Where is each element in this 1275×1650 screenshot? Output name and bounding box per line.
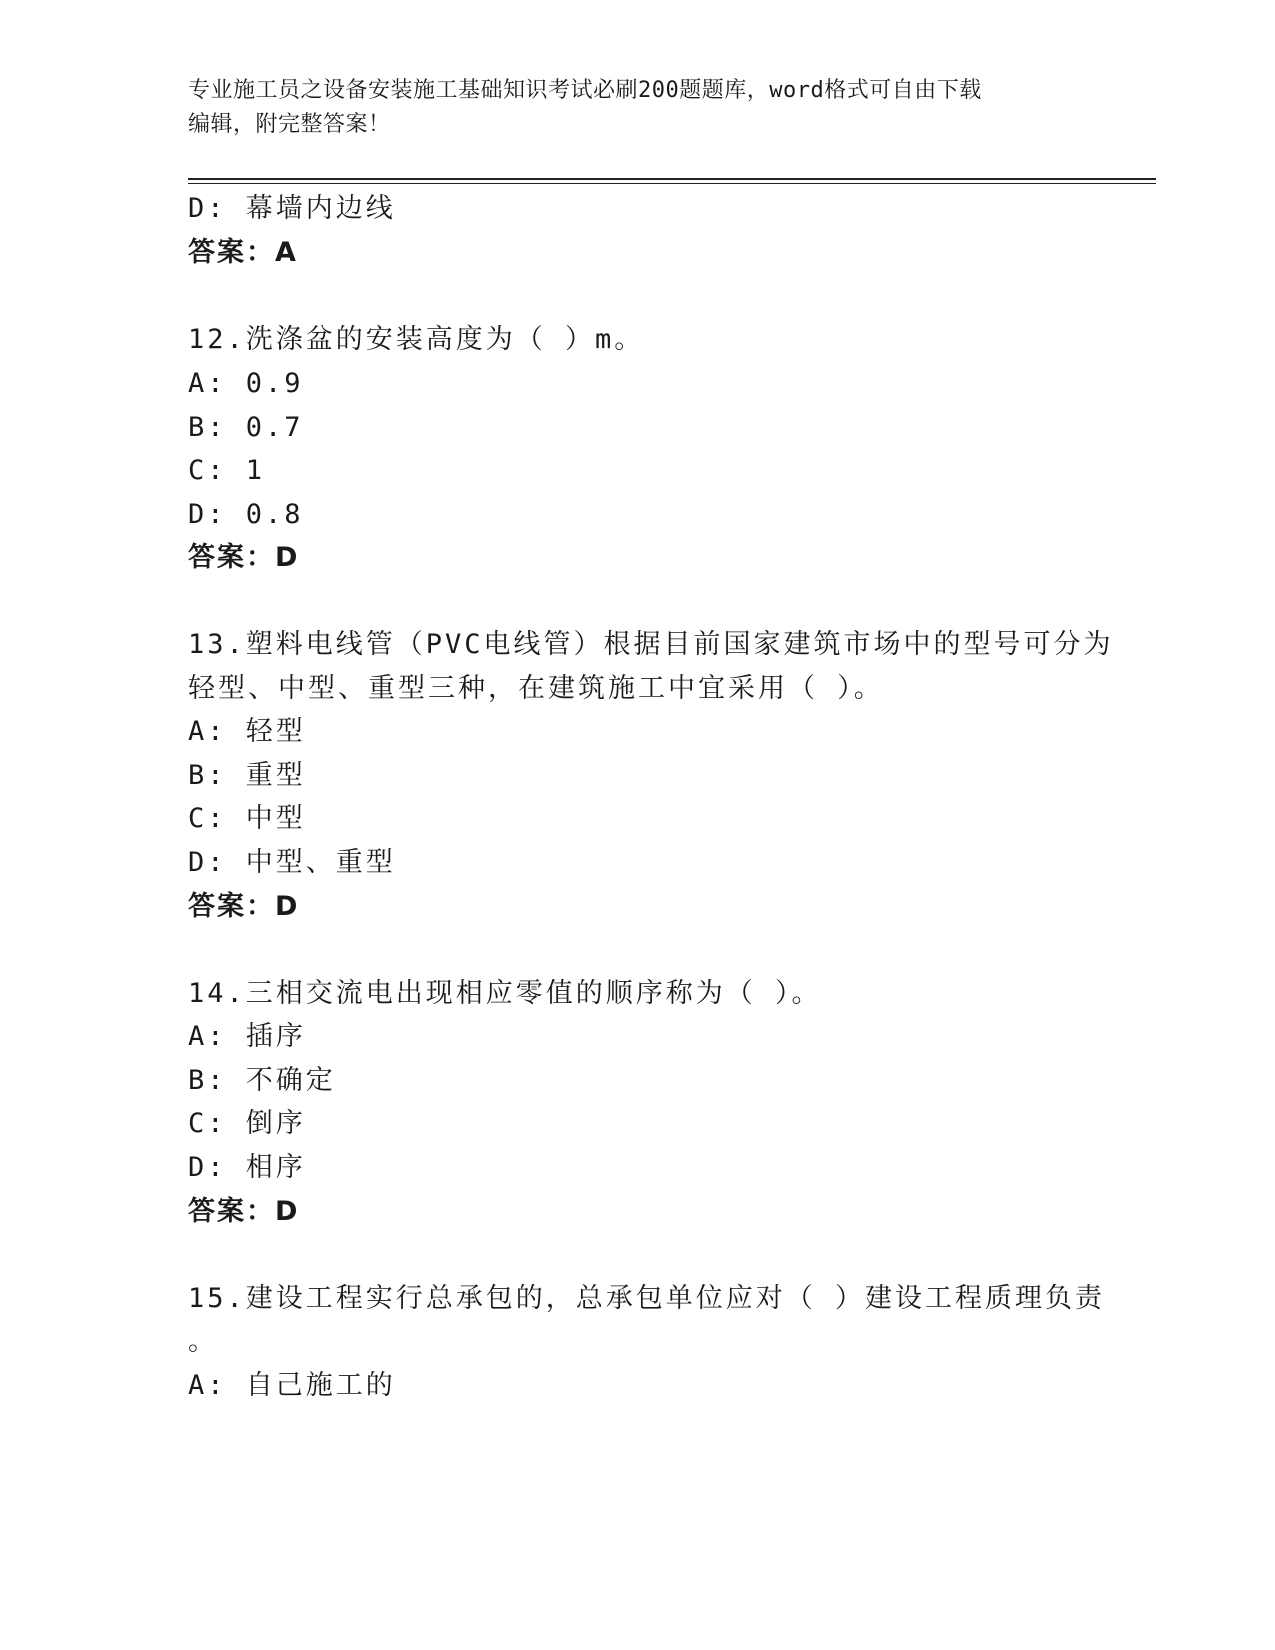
- q12-stem: 12.洗涤盆的安装高度为（ ）m。: [188, 324, 645, 355]
- q12-answer: 答案：D: [188, 542, 300, 573]
- header-rule-thick: [188, 178, 1156, 180]
- q11-answer: 答案：A: [188, 237, 298, 268]
- q14-option-b: B: 不确定: [188, 1065, 336, 1096]
- q14-option-d: D: 相序: [188, 1152, 306, 1183]
- q13-answer: 答案：D: [188, 891, 300, 922]
- q14-option-c: C: 倒序: [188, 1108, 306, 1139]
- q11-option-d: D: 幕墙内边线: [188, 193, 396, 224]
- q15-option-a: A: 自己施工的: [188, 1370, 396, 1401]
- q12-option-a: A: 0.9: [188, 368, 304, 399]
- q13-stem-line-1: 13.塑料电线管（PVC电线管）根据目前国家建筑市场中的型号可分为: [188, 629, 1114, 660]
- header-title-line-2: 编辑，附完整答案！: [188, 112, 391, 137]
- q13-stem-line-2: 轻型、中型、重型三种，在建筑施工中宜采用（ ）。: [188, 673, 884, 704]
- q12-option-c: C: 1: [188, 455, 266, 486]
- q13-option-c: C: 中型: [188, 803, 306, 834]
- q13-option-d: D: 中型、重型: [188, 847, 396, 878]
- q15-stem-line-1: 15.建设工程实行总承包的，总承包单位应对（ ）建设工程质理负责: [188, 1283, 1106, 1314]
- q13-option-a: A: 轻型: [188, 716, 306, 747]
- document-header: [188, 74, 1068, 142]
- q13-option-b: B: 重型: [188, 760, 306, 791]
- q12-option-b: B: 0.7: [188, 412, 304, 443]
- header-rule-thin: [188, 183, 1156, 184]
- header-title-line-1: 专业施工员之设备安装施工基础知识考试必刷200题题库，word格式可自由下载: [188, 78, 982, 103]
- q14-option-a: A: 插序: [188, 1021, 306, 1052]
- q15-stem-line-2: 。: [188, 1326, 218, 1357]
- q14-stem: 14.三相交流电出现相应零值的顺序称为（ ）。: [188, 978, 822, 1009]
- q12-option-d: D: 0.8: [188, 499, 304, 530]
- q14-answer: 答案：D: [188, 1196, 300, 1227]
